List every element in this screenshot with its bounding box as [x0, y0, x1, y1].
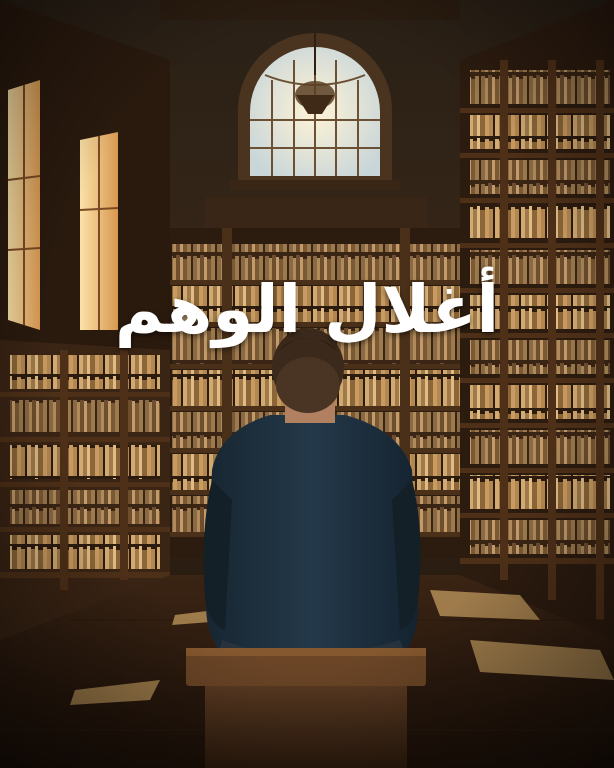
poster-title: أغلال الوهم — [114, 271, 500, 348]
